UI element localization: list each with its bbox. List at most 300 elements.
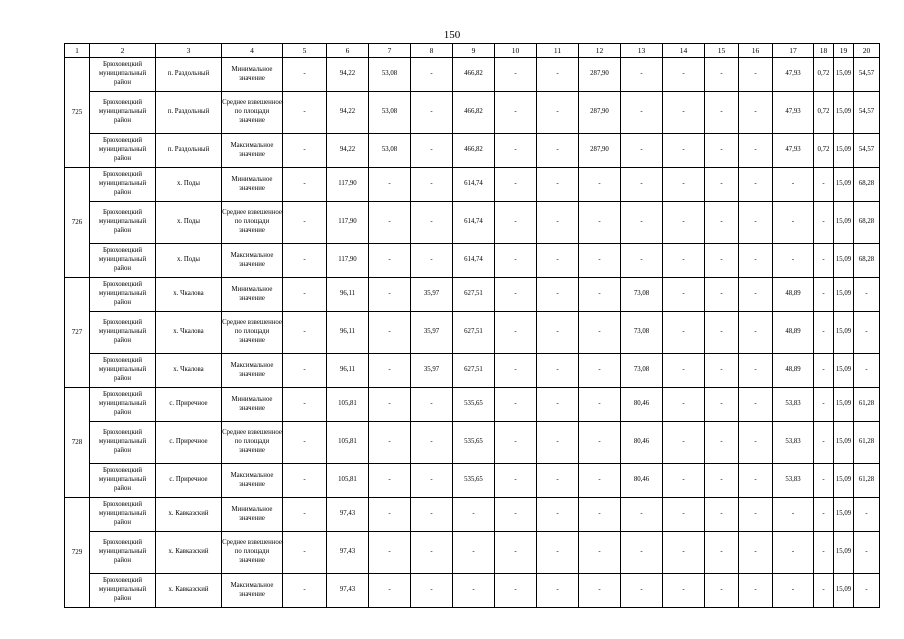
value-cell: - (369, 422, 411, 464)
value-type-cell: Максимальное значение (222, 244, 283, 278)
value-cell: - (739, 422, 773, 464)
value-cell: - (579, 422, 621, 464)
value-cell: - (705, 532, 739, 574)
value-cell: - (814, 354, 834, 388)
value-cell: 96,11 (327, 312, 369, 354)
value-cell: - (663, 92, 705, 134)
value-cell: - (663, 464, 705, 498)
value-type-cell: Максимальное значение (222, 464, 283, 498)
settlement-cell: с. Приречное (156, 388, 222, 422)
value-cell: 97,43 (327, 532, 369, 574)
value-cell: - (579, 354, 621, 388)
settlement-cell: х. Поды (156, 168, 222, 202)
value-cell: - (739, 498, 773, 532)
column-header: 6 (327, 44, 369, 58)
column-header: 18 (814, 44, 834, 58)
value-cell: 15,09 (834, 92, 854, 134)
value-cell: - (579, 464, 621, 498)
table-row (65, 92, 880, 134)
value-cell: - (663, 422, 705, 464)
district-cell: Брюховецкий муниципальный район (90, 464, 156, 498)
value-cell: - (283, 532, 327, 574)
value-cell: 48,89 (773, 278, 814, 312)
value-cell: 0,72 (814, 58, 834, 92)
value-cell: - (537, 134, 579, 168)
value-type-cell: Максимальное значение (222, 354, 283, 388)
value-cell: 287,90 (579, 58, 621, 92)
page-number: 150 (443, 29, 461, 41)
column-header: 17 (773, 44, 814, 58)
value-cell: - (814, 532, 834, 574)
value-cell: 97,43 (327, 574, 369, 608)
value-cell: - (621, 244, 663, 278)
settlement-cell: п. Раздольный (156, 92, 222, 134)
table-row (65, 574, 880, 608)
value-cell: - (854, 532, 880, 574)
value-cell: - (537, 92, 579, 134)
value-cell: - (369, 202, 411, 244)
value-cell: - (283, 312, 327, 354)
district-cell: Брюховецкий муниципальный район (90, 168, 156, 202)
value-cell: 614,74 (453, 244, 495, 278)
value-cell: - (537, 202, 579, 244)
value-cell: - (773, 168, 814, 202)
value-cell: - (814, 422, 834, 464)
value-cell: - (495, 92, 537, 134)
column-header: 8 (411, 44, 453, 58)
value-cell: - (739, 244, 773, 278)
district-cell: Брюховецкий муниципальный район (90, 134, 156, 168)
value-cell: - (369, 464, 411, 498)
value-cell: - (537, 498, 579, 532)
value-cell: - (705, 244, 739, 278)
value-cell: - (579, 202, 621, 244)
settlement-cell: п. Раздольный (156, 134, 222, 168)
value-cell: - (411, 244, 453, 278)
value-cell: - (537, 312, 579, 354)
data-table (64, 43, 880, 608)
value-cell: - (705, 278, 739, 312)
value-cell: - (663, 532, 705, 574)
value-cell: - (663, 202, 705, 244)
value-cell: - (537, 278, 579, 312)
value-cell: - (705, 312, 739, 354)
settlement-cell: п. Раздольный (156, 58, 222, 92)
value-cell: - (854, 278, 880, 312)
value-cell: - (739, 532, 773, 574)
column-header: 15 (705, 44, 739, 58)
column-header: 16 (739, 44, 773, 58)
settlement-cell: х. Чкалова (156, 278, 222, 312)
value-cell: 287,90 (579, 134, 621, 168)
value-cell: 61,28 (854, 422, 880, 464)
value-cell: - (495, 134, 537, 168)
value-cell: - (814, 498, 834, 532)
group-number-cell: 728 (65, 388, 90, 498)
value-cell: 627,51 (453, 278, 495, 312)
value-cell: 627,51 (453, 354, 495, 388)
value-cell: - (453, 532, 495, 574)
value-cell: 15,09 (834, 58, 854, 92)
value-cell: 15,09 (834, 312, 854, 354)
value-cell: - (739, 92, 773, 134)
value-cell: 94,22 (327, 134, 369, 168)
value-type-cell: Минимальное значение (222, 388, 283, 422)
value-cell: 53,83 (773, 464, 814, 498)
value-cell: 47,93 (773, 134, 814, 168)
value-cell: 53,83 (773, 388, 814, 422)
value-cell: - (369, 354, 411, 388)
value-cell: 117,90 (327, 244, 369, 278)
value-cell: - (453, 498, 495, 532)
value-cell: - (495, 574, 537, 608)
value-cell: - (739, 388, 773, 422)
value-cell: - (411, 498, 453, 532)
settlement-cell: х. Кавказский (156, 498, 222, 532)
value-cell: - (495, 422, 537, 464)
value-cell: 15,09 (834, 354, 854, 388)
column-header: 19 (834, 44, 854, 58)
column-header: 11 (537, 44, 579, 58)
value-cell: - (773, 498, 814, 532)
value-cell: 80,46 (621, 388, 663, 422)
value-cell: 68,28 (854, 202, 880, 244)
table-row (65, 422, 880, 464)
value-cell: - (495, 168, 537, 202)
value-cell: - (663, 388, 705, 422)
value-cell: 94,22 (327, 58, 369, 92)
value-cell: - (283, 574, 327, 608)
value-cell: 68,28 (854, 168, 880, 202)
value-cell: - (814, 202, 834, 244)
value-cell: - (739, 312, 773, 354)
value-cell: 614,74 (453, 202, 495, 244)
value-cell: - (411, 532, 453, 574)
value-type-cell: Минимальное значение (222, 58, 283, 92)
value-cell: - (369, 388, 411, 422)
district-cell: Брюховецкий муниципальный район (90, 498, 156, 532)
table-row (65, 464, 880, 498)
value-cell: - (537, 388, 579, 422)
value-cell: - (705, 422, 739, 464)
value-cell: - (854, 498, 880, 532)
value-cell: - (663, 354, 705, 388)
value-cell: - (537, 422, 579, 464)
value-cell: - (773, 574, 814, 608)
table-row (65, 244, 880, 278)
value-cell: - (773, 532, 814, 574)
value-cell: - (663, 574, 705, 608)
value-cell: - (814, 244, 834, 278)
value-cell: 97,43 (327, 498, 369, 532)
value-cell: - (663, 278, 705, 312)
value-cell: - (495, 388, 537, 422)
value-cell: - (495, 278, 537, 312)
value-cell: - (579, 574, 621, 608)
district-cell: Брюховецкий муниципальный район (90, 532, 156, 574)
value-type-cell: Максимальное значение (222, 574, 283, 608)
value-cell: 117,90 (327, 168, 369, 202)
value-cell: - (283, 244, 327, 278)
value-cell: 73,08 (621, 354, 663, 388)
district-cell: Брюховецкий муниципальный район (90, 244, 156, 278)
value-cell: - (663, 498, 705, 532)
column-header: 3 (156, 44, 222, 58)
value-cell: - (705, 202, 739, 244)
value-cell: - (705, 354, 739, 388)
value-cell: 54,57 (854, 58, 880, 92)
value-cell: - (537, 574, 579, 608)
group-number-cell: 727 (65, 278, 90, 388)
value-cell: - (537, 244, 579, 278)
value-cell: 53,08 (369, 92, 411, 134)
value-cell: - (854, 312, 880, 354)
district-cell: Брюховецкий муниципальный район (90, 574, 156, 608)
value-cell: - (369, 168, 411, 202)
value-cell: 466,82 (453, 58, 495, 92)
value-cell: 35,97 (411, 278, 453, 312)
value-cell: - (283, 58, 327, 92)
value-cell: 15,09 (834, 244, 854, 278)
value-cell: - (283, 422, 327, 464)
district-cell: Брюховецкий муниципальный район (90, 278, 156, 312)
value-cell: 15,09 (834, 202, 854, 244)
district-cell: Брюховецкий муниципальный район (90, 388, 156, 422)
value-cell: - (369, 244, 411, 278)
district-cell: Брюховецкий муниципальный район (90, 92, 156, 134)
value-cell: - (411, 202, 453, 244)
value-cell: - (621, 532, 663, 574)
value-cell: - (814, 278, 834, 312)
value-cell: - (537, 354, 579, 388)
settlement-cell: с. Приречное (156, 464, 222, 498)
value-cell: - (739, 134, 773, 168)
value-cell: 15,09 (834, 278, 854, 312)
column-header: 20 (854, 44, 880, 58)
value-cell: 96,11 (327, 278, 369, 312)
value-cell: - (283, 278, 327, 312)
table-row (65, 354, 880, 388)
value-cell: - (369, 498, 411, 532)
value-cell: - (411, 422, 453, 464)
value-cell: - (705, 58, 739, 92)
column-header: 2 (90, 44, 156, 58)
column-header: 5 (283, 44, 327, 58)
value-cell: - (854, 574, 880, 608)
value-cell: - (283, 354, 327, 388)
value-cell: - (705, 388, 739, 422)
column-header: 7 (369, 44, 411, 58)
value-cell: - (495, 532, 537, 574)
value-cell: - (814, 312, 834, 354)
value-cell: 627,51 (453, 312, 495, 354)
table-row (65, 498, 880, 532)
value-cell: - (411, 388, 453, 422)
value-type-cell: Среднее взвешенное по площади значение (222, 532, 283, 574)
value-cell: 96,11 (327, 354, 369, 388)
value-cell: - (663, 58, 705, 92)
value-cell: - (621, 92, 663, 134)
value-type-cell: Минимальное значение (222, 168, 283, 202)
value-cell: - (621, 574, 663, 608)
value-cell: - (663, 168, 705, 202)
value-cell: - (814, 388, 834, 422)
value-cell: 35,97 (411, 312, 453, 354)
value-cell: - (739, 278, 773, 312)
value-cell: - (283, 202, 327, 244)
value-cell: - (495, 312, 537, 354)
value-cell: - (369, 312, 411, 354)
value-cell: 287,90 (579, 92, 621, 134)
value-cell: - (579, 168, 621, 202)
value-cell: - (663, 312, 705, 354)
value-cell: - (453, 574, 495, 608)
value-cell: 15,09 (834, 574, 854, 608)
column-header: 1 (65, 44, 90, 58)
value-cell: - (739, 202, 773, 244)
value-cell: 15,09 (834, 388, 854, 422)
value-cell: - (369, 278, 411, 312)
group-number-cell: 729 (65, 498, 90, 608)
settlement-cell: с. Приречное (156, 422, 222, 464)
value-cell: - (663, 244, 705, 278)
value-cell: - (621, 498, 663, 532)
column-header: 4 (222, 44, 283, 58)
value-cell: - (369, 574, 411, 608)
value-type-cell: Среднее взвешенное по площади значение (222, 422, 283, 464)
value-cell: - (537, 464, 579, 498)
value-cell: 535,65 (453, 464, 495, 498)
value-cell: 0,72 (814, 92, 834, 134)
value-cell: - (579, 278, 621, 312)
value-cell: 15,09 (834, 422, 854, 464)
value-cell: 73,08 (621, 312, 663, 354)
value-cell: 614,74 (453, 168, 495, 202)
value-cell: - (283, 134, 327, 168)
group-number-cell: 726 (65, 168, 90, 278)
value-cell: - (411, 168, 453, 202)
value-cell: 47,93 (773, 58, 814, 92)
value-cell: 15,09 (834, 532, 854, 574)
value-cell: - (854, 354, 880, 388)
value-cell: - (537, 532, 579, 574)
value-cell: 466,82 (453, 92, 495, 134)
value-cell: 105,81 (327, 464, 369, 498)
value-cell: - (495, 464, 537, 498)
value-cell: - (495, 58, 537, 92)
table-row (65, 532, 880, 574)
value-cell: 15,09 (834, 464, 854, 498)
column-header: 14 (663, 44, 705, 58)
value-cell: - (621, 134, 663, 168)
value-cell: - (621, 58, 663, 92)
value-type-cell: Минимальное значение (222, 278, 283, 312)
settlement-cell: х. Кавказский (156, 574, 222, 608)
value-cell: - (411, 574, 453, 608)
value-cell: 535,65 (453, 388, 495, 422)
value-cell: 80,46 (621, 464, 663, 498)
value-cell: - (621, 202, 663, 244)
value-cell: - (411, 58, 453, 92)
value-cell: 0,72 (814, 134, 834, 168)
value-cell: - (579, 244, 621, 278)
value-cell: - (705, 574, 739, 608)
value-cell: 47,93 (773, 92, 814, 134)
district-cell: Брюховецкий муниципальный район (90, 202, 156, 244)
district-cell: Брюховецкий муниципальный район (90, 422, 156, 464)
value-cell: - (495, 244, 537, 278)
value-cell: 48,89 (773, 354, 814, 388)
value-cell: 73,08 (621, 278, 663, 312)
value-cell: - (814, 168, 834, 202)
group-number-cell: 725 (65, 58, 90, 168)
value-cell: - (705, 464, 739, 498)
value-cell: 61,28 (854, 464, 880, 498)
value-cell: - (283, 168, 327, 202)
column-header: 9 (453, 44, 495, 58)
value-cell: 535,65 (453, 422, 495, 464)
value-cell: 15,09 (834, 498, 854, 532)
table-row (65, 202, 880, 244)
value-cell: - (663, 134, 705, 168)
table-row (65, 134, 880, 168)
value-cell: 466,82 (453, 134, 495, 168)
value-cell: - (495, 354, 537, 388)
value-cell: - (739, 354, 773, 388)
settlement-cell: х. Чкалова (156, 354, 222, 388)
value-cell: 53,83 (773, 422, 814, 464)
value-cell: 105,81 (327, 422, 369, 464)
value-type-cell: Среднее взвешенное по площади значение (222, 312, 283, 354)
value-cell: - (773, 244, 814, 278)
table-row (65, 388, 880, 422)
value-cell: - (621, 168, 663, 202)
table-row (65, 278, 880, 312)
value-cell: - (283, 464, 327, 498)
value-cell: 54,57 (854, 92, 880, 134)
value-cell: - (369, 532, 411, 574)
value-cell: - (579, 312, 621, 354)
value-cell: - (814, 464, 834, 498)
value-cell: - (579, 532, 621, 574)
value-type-cell: Среднее взвешенное по площади значение (222, 202, 283, 244)
value-cell: 54,57 (854, 134, 880, 168)
value-cell: 15,09 (834, 168, 854, 202)
value-cell: - (579, 498, 621, 532)
table-row (65, 168, 880, 202)
value-cell: 117,90 (327, 202, 369, 244)
value-cell: - (411, 92, 453, 134)
value-cell: - (773, 202, 814, 244)
value-cell: 15,09 (834, 134, 854, 168)
value-type-cell: Среднее взвешенное по площади значение (222, 92, 283, 134)
value-cell: 68,28 (854, 244, 880, 278)
settlement-cell: х. Чкалова (156, 312, 222, 354)
column-header: 10 (495, 44, 537, 58)
value-cell: 80,46 (621, 422, 663, 464)
value-cell: 94,22 (327, 92, 369, 134)
value-type-cell: Минимальное значение (222, 498, 283, 532)
value-cell: 53,08 (369, 58, 411, 92)
value-cell: - (814, 574, 834, 608)
value-cell: - (537, 168, 579, 202)
header-row (65, 44, 880, 58)
value-cell: 61,28 (854, 388, 880, 422)
district-cell: Брюховецкий муниципальный район (90, 312, 156, 354)
table-body (65, 58, 880, 608)
value-cell: 53,08 (369, 134, 411, 168)
value-cell: - (495, 498, 537, 532)
